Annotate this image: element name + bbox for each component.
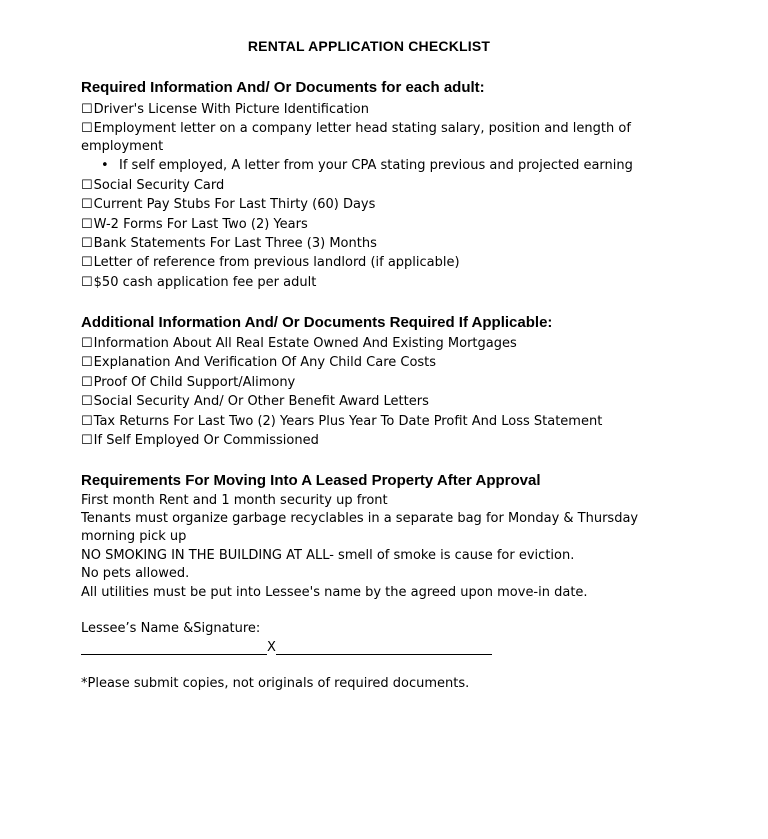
checklist-item [81, 216, 308, 234]
sub-bullet-item [101, 157, 633, 175]
checklist-item [81, 235, 377, 253]
requirement-line: No pets allowed. [81, 566, 190, 581]
requirement-line: Tenants must organize garbage recyclables in a separate bag for Monday & Thursday morning pick up [81, 511, 639, 544]
section-heading-additional: Additional Information And/ Or Documents Required If Applicable: [81, 314, 553, 331]
checklist-item-label: Information About All Real Estate Owned And Existing Mortgages [93, 336, 517, 351]
checklist-item-label: Tax Returns For Last Two (2) Years Plus Year To Date Profit And Loss Statement [93, 414, 603, 429]
checklist-item [81, 413, 602, 431]
checklist-item-label: Letter of reference from previous landlord (if applicable) [93, 255, 460, 270]
checklist-item-label: Social Security Card [93, 178, 225, 193]
checkbox-icon[interactable]: ☐ [81, 414, 93, 429]
page-title: RENTAL APPLICATION CHECKLIST [247, 38, 491, 54]
checklist-item [81, 254, 460, 272]
checklist-item [81, 335, 517, 353]
checklist-item [81, 374, 295, 392]
checkbox-icon[interactable]: ☐ [81, 433, 93, 448]
checklist-item [81, 196, 375, 214]
checklist-item-label: $50 cash application fee per adult [93, 275, 317, 290]
signature-label: Lessee’s Name &Signature: [81, 621, 261, 636]
checkbox-icon[interactable]: ☐ [81, 236, 93, 251]
requirement-line: First month Rent and 1 month security up front [81, 493, 388, 508]
checkbox-icon[interactable]: ☐ [81, 197, 93, 212]
checkbox-icon[interactable]: ☐ [81, 336, 93, 351]
checklist-item [81, 393, 429, 411]
checklist-item-label: Bank Statements For Last Three (3) Months [93, 236, 377, 251]
checklist-item-label: Current Pay Stubs For Last Thirty (60) Days [93, 197, 376, 212]
checklist-item-label: Driver's License With Picture Identification [93, 102, 370, 117]
checklist-item [81, 101, 369, 119]
checklist-item [81, 432, 319, 450]
checklist-item-label: Proof Of Child Support/Alimony [93, 375, 296, 390]
requirement-line: All utilities must be put into Lessee's name by the agreed upon move-in date. [81, 585, 588, 600]
checkbox-icon[interactable]: ☐ [81, 255, 93, 270]
checklist-item-label: Social Security And/ Or Other Benefit Award Letters [93, 394, 429, 409]
signature-blank-line[interactable] [276, 640, 492, 655]
checkbox-icon[interactable]: ☐ [81, 394, 93, 409]
checkbox-icon[interactable]: ☐ [81, 355, 93, 370]
signature-x-mark: X [267, 640, 276, 655]
footnote: *Please submit copies, not originals of required documents. [81, 676, 470, 691]
checkbox-icon[interactable]: ☐ [81, 102, 93, 117]
checklist-item-label: If Self Employed Or Commissioned [93, 433, 319, 448]
checklist-item [81, 354, 436, 372]
checklist-item-label: Explanation And Verification Of Any Child Care Costs [93, 355, 437, 370]
signature-field[interactable] [81, 640, 492, 655]
checkbox-icon[interactable]: ☐ [81, 217, 93, 232]
section-heading-requirements: Requirements For Moving Into A Leased Property After Approval [81, 472, 541, 489]
checklist-item [81, 274, 316, 292]
bullet-icon: • [101, 158, 109, 173]
checkbox-icon[interactable]: ☐ [81, 178, 93, 193]
checklist-item-label: W-2 Forms For Last Two (2) Years [93, 217, 308, 232]
section-heading-required: Required Information And/ Or Documents for each adult: [81, 79, 485, 96]
checkbox-icon[interactable]: ☐ [81, 375, 93, 390]
name-blank-line[interactable] [81, 640, 267, 655]
checklist-item [81, 177, 224, 195]
checkbox-icon[interactable]: ☐ [81, 275, 93, 290]
checkbox-icon[interactable]: ☐ [81, 121, 93, 136]
checklist-item-label: Employment letter on a company letter head stating salary, position and length of employment [81, 121, 631, 154]
sub-bullet-label: If self employed, A letter from your CPA stating previous and projected earning [119, 158, 633, 173]
requirement-line: NO SMOKING IN THE BUILDING AT ALL- smell of smoke is cause for eviction. [81, 548, 575, 563]
checklist-item [81, 120, 656, 156]
